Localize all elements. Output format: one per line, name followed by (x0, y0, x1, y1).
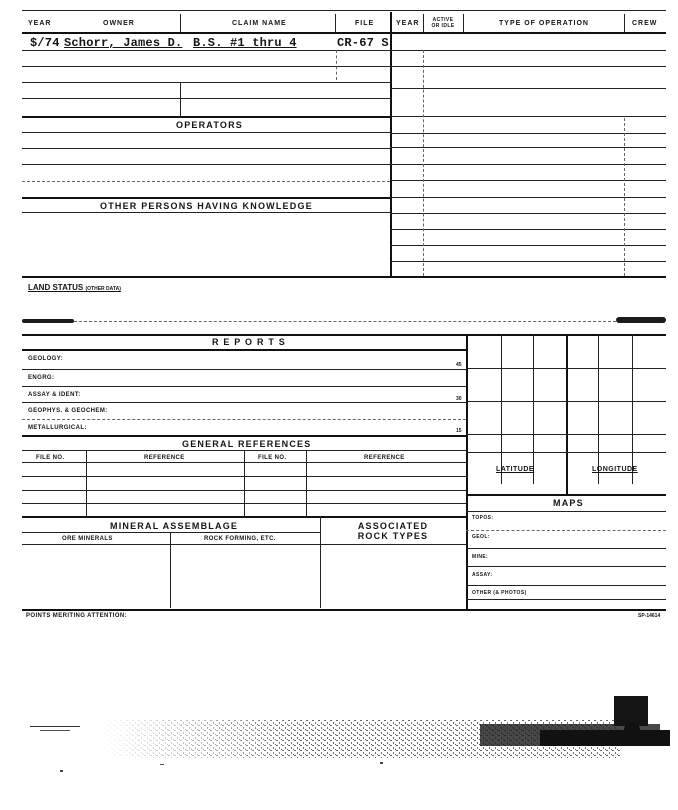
ink-smudge (616, 317, 666, 323)
ref-col-sep (306, 450, 307, 516)
entry-file: CR-67 S (337, 36, 389, 50)
maps-other: OTHER (& PHOTOS) (472, 590, 527, 596)
report-geology-num: 45 (456, 362, 462, 368)
grid-row (466, 401, 666, 402)
report-engrg: ENGRG: (28, 375, 55, 381)
report-assay-num: 30 (456, 396, 462, 402)
reports-right-divider (466, 334, 468, 610)
row-line (22, 66, 390, 67)
associated-sep (320, 516, 321, 608)
right-col-sep (624, 118, 625, 276)
scan-noise (0, 680, 678, 790)
row-line-right (390, 88, 666, 89)
row-line (466, 530, 666, 531)
ref-col-file-no-2: FILE NO. (258, 455, 287, 461)
row-line (22, 386, 466, 387)
row-line (22, 435, 466, 437)
col-claim-name: CLAIM NAME (232, 20, 287, 27)
section-land-status: LAND STATUS (OTHER DATA) (28, 283, 121, 292)
row-line (466, 585, 666, 586)
form-id: SP-14614 (638, 613, 661, 619)
smudged-rule (74, 321, 616, 322)
section-reports: R E P O R T S (212, 337, 286, 347)
lower-block-bottom-rule (22, 609, 666, 611)
top-border (22, 10, 666, 11)
ref-col-reference-2: REFERENCE (364, 455, 405, 461)
maps-geol: GEOL: (472, 534, 490, 540)
grid-row (466, 368, 666, 369)
grid-col (533, 334, 534, 484)
latitude-label: LATITUDE (496, 466, 535, 473)
row-line (22, 369, 466, 370)
row-line (22, 164, 390, 165)
row-line (22, 50, 390, 51)
maps-top-rule (466, 494, 666, 496)
reports-header-rule (22, 349, 466, 351)
entry-owner: Schorr, James D. (64, 36, 183, 50)
section-general-references: GENERAL REFERENCES (182, 439, 312, 449)
section-operators: OPERATORS (176, 120, 243, 130)
col-year: YEAR (28, 20, 52, 27)
ref-col-file-no: FILE NO. (36, 455, 65, 461)
file-sep (336, 50, 337, 80)
section-other-persons: OTHER PERSONS HAVING KNOWLEDGE (100, 201, 313, 211)
row-line-right (390, 116, 666, 117)
references-bottom-rule (22, 516, 466, 518)
ref-col-sep (86, 450, 87, 516)
col-year-2: YEAR (396, 20, 420, 27)
points-meriting-attention: POINTS MERITING ATTENTION: (26, 613, 128, 619)
grid-row (466, 452, 666, 453)
row-line (22, 82, 390, 83)
row-line (466, 599, 666, 600)
grid-col (598, 334, 599, 484)
mineral-header-rule (22, 532, 320, 533)
row-line-right (390, 66, 666, 67)
grid-col (501, 334, 502, 484)
row-line (22, 419, 466, 420)
maps-topos: TOPOS: (472, 515, 494, 521)
maps-assay: ASSAY: (472, 572, 493, 578)
row-line (22, 197, 390, 199)
header-bottom-rule (22, 32, 666, 34)
row-line (22, 132, 390, 133)
report-metallurgical: METALLURGICAL: (28, 425, 87, 431)
row-line (22, 116, 390, 118)
main-vertical-divider (390, 12, 392, 277)
col-crew: CREW (632, 20, 658, 27)
row-line-right (390, 50, 666, 51)
report-geophys: GEOPHYS. & GEOCHEM: (28, 408, 108, 414)
grid-col-center (566, 334, 568, 494)
maps-mine: MINE: (472, 554, 489, 560)
ref-col-sep (244, 450, 245, 516)
row-line (22, 148, 390, 149)
header-sep (180, 14, 181, 32)
upper-block-bottom-rule (22, 276, 666, 278)
row-line (22, 98, 390, 99)
row-line (22, 402, 466, 403)
row-line (466, 566, 666, 567)
row-line (466, 548, 666, 549)
grid-col (632, 334, 633, 484)
grid-row (466, 434, 666, 435)
report-geology: GEOLOGY: (28, 356, 64, 362)
ink-smudge (22, 319, 74, 323)
header-sep (335, 14, 336, 32)
col-owner: OWNER (103, 20, 135, 27)
row-line (22, 212, 390, 213)
maps-header-rule (466, 511, 666, 512)
mineral-col-sep (170, 532, 171, 608)
entry-year: $/74 (30, 36, 60, 50)
entry-claim-name: B.S. #1 thru 4 (193, 36, 297, 50)
section-maps: MAPS (553, 498, 584, 508)
mineral-col-ore: ORE MINERALS (62, 536, 113, 542)
report-assay: ASSAY & IDENT: (28, 392, 81, 398)
mineral-subheader-rule (22, 544, 466, 545)
report-metallurgical-num: 15 (456, 428, 462, 434)
header-sep (624, 14, 625, 32)
col-type-of-operation: TYPE OF OPERATION (499, 20, 589, 27)
mineral-col-rock-forming: ROCK FORMING, ETC. (204, 536, 276, 542)
ref-col-reference: REFERENCE (144, 455, 185, 461)
longitude-label: LONGITUDE (592, 466, 638, 473)
right-col-sep (423, 50, 424, 276)
header-sep (423, 14, 424, 32)
row-line (22, 181, 390, 182)
section-mineral-assemblage: MINERAL ASSEMBLAGE (110, 521, 239, 531)
col-file: FILE (355, 20, 375, 27)
header-sep (463, 14, 464, 32)
reports-top-rule (22, 334, 666, 336)
claim-sep (180, 82, 181, 116)
col-active-or-idle: ACTIVE OR IDLE (431, 17, 455, 29)
section-associated-rock-types: ASSOCIATED ROCK TYPES (357, 521, 429, 541)
